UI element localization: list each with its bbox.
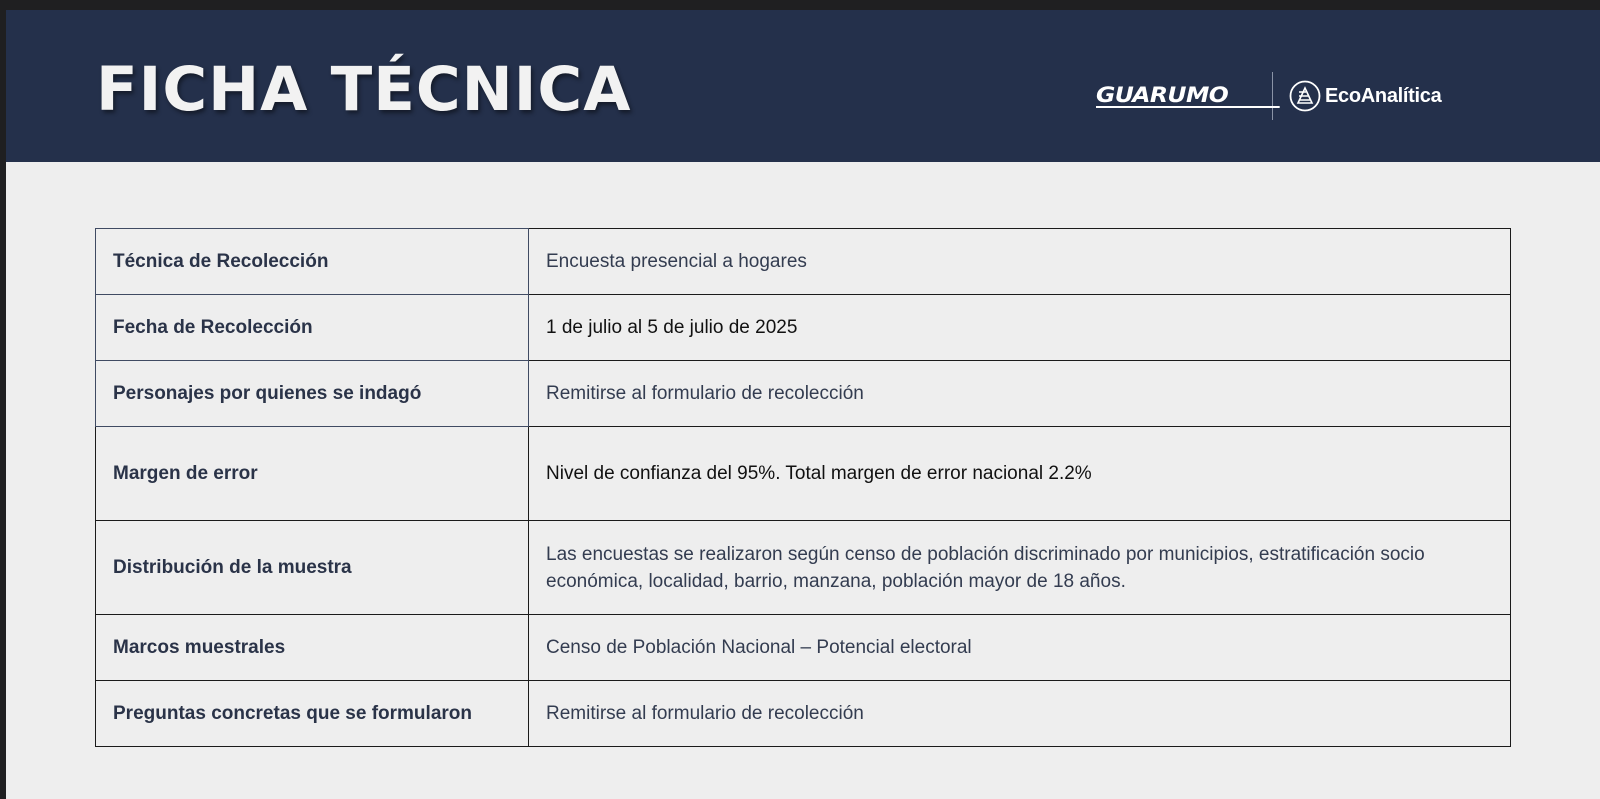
row-value: Remitirse al formulario de recolección	[529, 681, 1511, 747]
row-value: Encuesta presencial a hogares	[529, 229, 1511, 295]
table-row	[96, 521, 1511, 615]
guarumo-logo: GUARUMO	[1096, 85, 1280, 108]
row-label: Técnica de Recolección	[96, 229, 529, 295]
table-row	[96, 295, 1511, 361]
row-label: Fecha de Recolección	[96, 295, 529, 361]
row-label: Margen de error	[96, 427, 529, 521]
ficha-tecnica-table	[95, 228, 1511, 747]
row-value: Las encuestas se realizaron según censo de población discriminado por municipios, estratificación socio económica, localidad, barrio, manzana, población mayor de 18 años.	[529, 521, 1511, 615]
row-value: 1 de julio al 5 de julio de 2025	[529, 295, 1511, 361]
table-row	[96, 615, 1511, 681]
ecoanalitica-wordmark: EcoAnalítica	[1325, 84, 1442, 107]
row-value: Nivel de confianza del 95%. Total margen de error nacional 2.2%	[529, 427, 1511, 521]
row-label: Preguntas concretas que se formularon	[96, 681, 529, 747]
row-label: Distribución de la muestra	[96, 521, 529, 615]
ecoanalitica-icon	[1289, 80, 1321, 112]
table-row	[96, 361, 1511, 427]
header-bar	[6, 10, 1600, 162]
row-value: Censo de Población Nacional – Potencial electoral	[529, 615, 1511, 681]
table-row	[96, 681, 1511, 747]
ecoanalitica-logo	[1289, 80, 1441, 112]
logos	[1096, 70, 1441, 122]
row-value: Remitirse al formulario de recolección	[529, 361, 1511, 427]
row-label: Personajes por quienes se indagó	[96, 361, 529, 427]
table-row	[96, 229, 1511, 295]
row-label: Marcos muestrales	[96, 615, 529, 681]
table-row	[96, 427, 1511, 521]
page-title: FICHA TÉCNICA	[96, 54, 632, 125]
slide	[6, 10, 1600, 799]
